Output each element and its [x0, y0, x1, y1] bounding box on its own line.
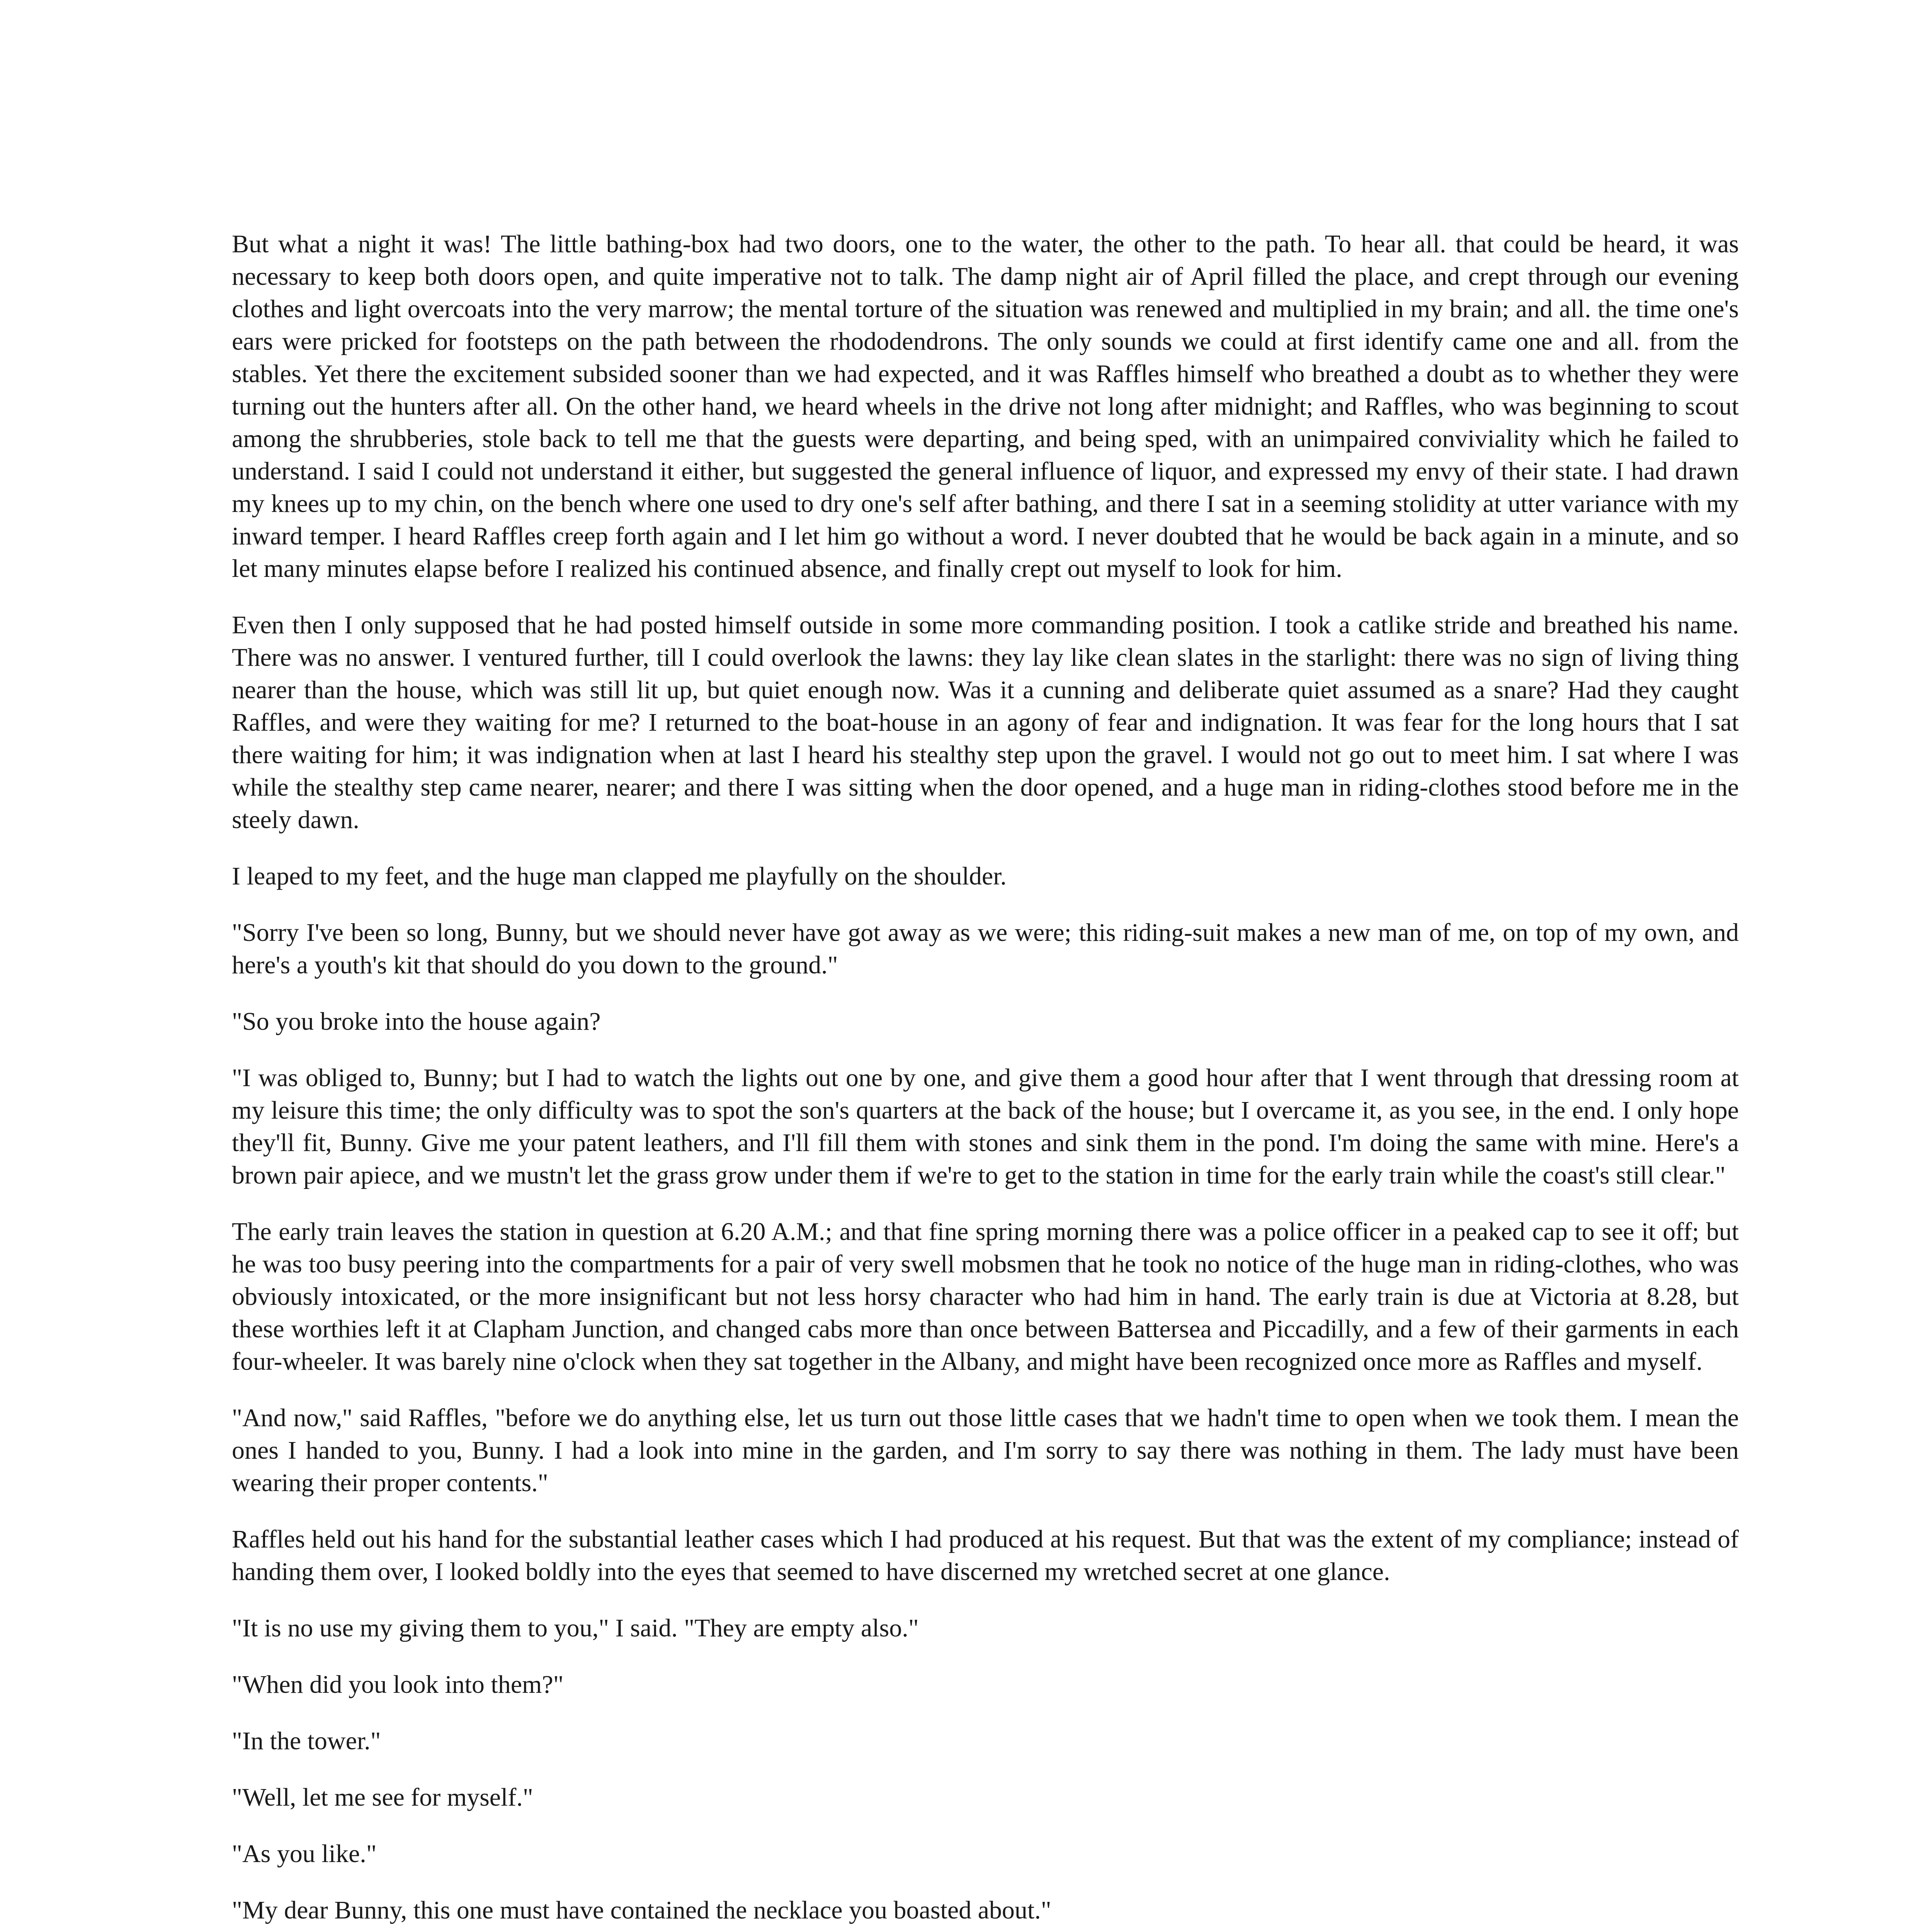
paragraph: "I was obliged to, Bunny; but I had to watch the lights out one by one, and give them a good hour after that I went through that dressing room at my leisure this time; the only difficulty was to spot the son's quarters at the back of the house; but I overcame it, as you see, in the end. I only hope they'll fit, Bunny. Give me your patent leathers, and I'll fill them with stones and sink them in the pond. I'm doing the same with mine. Here's a brown pair apiece, and we mustn't let the grass grow under them if we're to get to the station in time for the early train while the coast's still clear." [232, 1064, 1739, 1189]
paragraph: "As you like." [232, 1840, 377, 1868]
paragraph: "So you broke into the house again? [232, 1007, 601, 1036]
paragraph: "My dear Bunny, this one must have contained the necklace you boasted about." [232, 1896, 1051, 1924]
paragraph: "In the tower." [232, 1727, 381, 1755]
paragraph: Raffles held out his hand for the substantial leather cases which I had produced at his request. But that was the extent of my compliance; instead of handing them over, I looked boldly into the eyes that seemed to have discerned my wretched secret at one glance. [232, 1525, 1739, 1586]
paragraph: "Sorry I've been so long, Bunny, but we should never have got away as we were; this riding-suit makes a new man of me, on top of my own, and here's a youth's kit that should do you down to the ground." [232, 918, 1739, 979]
paragraph: The early train leaves the station in question at 6.20 A.M.; and that fine spring morning there was a police officer in a peaked cap to see it off; but he was too busy peering into the compartments for a pair of very swell mobsmen that he took no notice of the huge man in riding-clothes, who was obviously intoxicated, or the more insignificant but not less horsy character who had him in hand. The early train is due at Victoria at 8.28, but these worthies left it at Clapham Junction, and changed cabs more than once between Battersea and Piccadilly, and a few of their garments in each four-wheeler. It was barely nine o'clock when they sat together in the Albany, and might have been recognized once more as Raffles and myself. [232, 1218, 1739, 1376]
paragraph: "It is no use my giving them to you," I said. "They are empty also." [232, 1614, 919, 1642]
paragraph: "Well, let me see for myself." [232, 1783, 533, 1811]
body-text [232, 228, 1739, 1932]
paragraph: "And now," said Raffles, "before we do anything else, let us turn out those little cases that we hadn't time to open when we took them. I mean the ones I handed to you, Bunny. I had a look into mine in the garden, and I'm sorry to say there was nothing in them. The lady must have been wearing their proper contents." [232, 1404, 1739, 1497]
paragraph: "When did you look into them?" [232, 1670, 564, 1699]
paragraph: Even then I only supposed that he had posted himself outside in some more commanding position. I took a catlike stride and breathed his name. There was no answer. I ventured further, till I could overlook the lawns: they lay like clean slates in the starlight: there was no sign of living thing nearer than the house, which was still lit up, but quiet enough now. Was it a cunning and deliberate quiet assumed as a snare? Had they caught Raffles, and were they waiting for me? I returned to the boat-house in an agony of fear and indignation. It was fear for the long hours that I sat there waiting for him; it was indignation when at last I heard his stealthy step upon the gravel. I would not go out to meet him. I sat where I was while the stealthy step came nearer, nearer; and there I was sitting when the door opened, and a huge man in riding-clothes stood before me in the steely dawn. [232, 611, 1739, 834]
paragraph: But what a night it was! The little bathing-box had two doors, one to the water, the other to the path. To hear all. that could be heard, it was necessary to keep both doors open, and quite imperative not to talk. The damp night air of April filled the place, and crept through our evening clothes and light overcoats into the very marrow; the mental torture of the situation was renewed and multiplied in my brain; and all. the time one's ears were pricked for footsteps on the path between the rhododendrons. The only sounds we could at first identify came one and all. from the stables. Yet there the excitement subsided sooner than we had expected, and it was Raffles himself who breathed a doubt as to whether they were turning out the hunters after all. On the other hand, we heard wheels in the drive not long after midnight; and Raffles, who was beginning to scout among the shrubberies, stole back to tell me that the guests were departing, and being sped, with an unimpaired conviviality which he failed to understand. I said I could not understand it either, but suggested the general influence of liquor, and expressed my envy of their state. I had drawn my knees up to my chin, on the bench where one used to dry one's self after bathing, and there I sat in a seeming stolidity at utter variance with my inward temper. I heard Raffles creep forth again and I let him go without a word. I never doubted that he would be back again in a minute, and so let many minutes elapse before I realized his continued absence, and finally crept out myself to look for him. [232, 230, 1739, 583]
paragraph: I leaped to my feet, and the huge man clapped me playfully on the shoulder. [232, 862, 1007, 890]
